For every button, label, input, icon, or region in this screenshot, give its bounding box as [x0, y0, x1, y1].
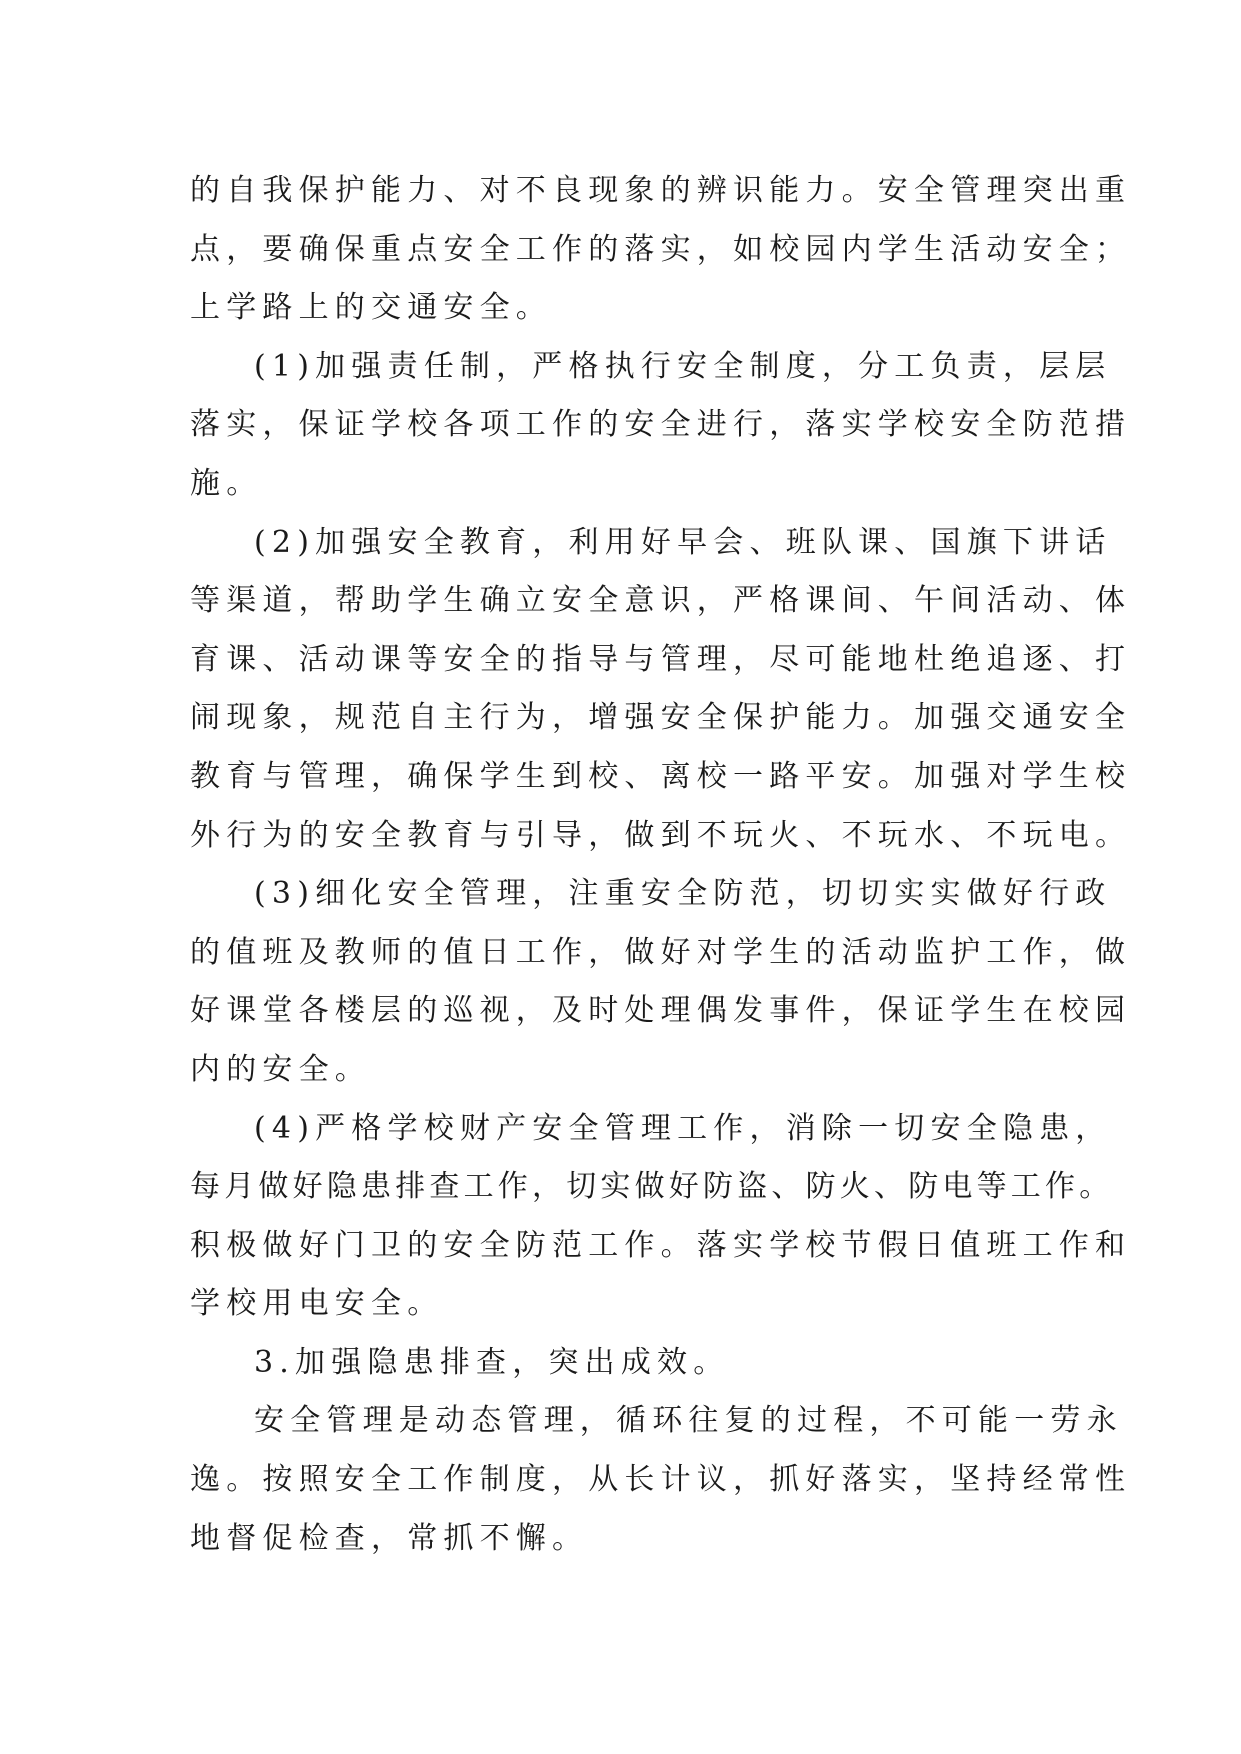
paragraph-item-3: [190, 865, 1132, 1099]
text-line: 安全管理是动态管理，循环往复的过程，不可能一劳永: [254, 1403, 1123, 1439]
text-line: 点，要确保重点安全工作的落实，如校园内学生活动安全；: [190, 231, 1132, 267]
text-line: 育课、活动课等安全的指导与管理，尽可能地杜绝追逐、打: [190, 641, 1132, 677]
text-line: 等渠道，帮助学生确立安全意识，严格课间、午间活动、体: [190, 583, 1132, 619]
text-line: 施。: [190, 465, 263, 501]
text-line: 上学路上的交通安全。: [190, 290, 552, 326]
text-line: 教育与管理，确保学生到校、离校一路平安。加强对学生校: [190, 758, 1132, 794]
section-heading-3: [190, 1334, 1060, 1393]
text-line: 逸。按照安全工作制度，从长计议，抓好落实，坚持经常性: [190, 1462, 1132, 1498]
paragraph-item-4: [190, 1100, 1132, 1334]
document-body: [190, 162, 1132, 1568]
text-line: 的值班及教师的值日工作，做好对学生的活动监护工作，做: [190, 934, 1132, 970]
text-line: 好课堂各楼层的巡视，及时处理偶发事件，保证学生在校园: [190, 993, 1132, 1029]
text-line: 积极做好门卫的安全防范工作。落实学校节假日值班工作和: [190, 1227, 1132, 1263]
text-line: 每月做好隐患排查工作，切实做好防盗、防火、防电等工作。: [190, 1169, 1114, 1205]
paragraph-dynamic-management: [190, 1392, 1132, 1568]
paragraph-item-1: [190, 338, 1132, 514]
text-line: 地督促检查，常抓不懈。: [190, 1520, 589, 1556]
text-line: (4)严格学校财产安全管理工作，消除一切安全隐患，: [254, 1110, 1112, 1146]
text-line: 的自我保护能力、对不良现象的辨识能力。安全管理突出重: [190, 173, 1132, 208]
text-line: 闹现象，规范自主行为，增强安全保护能力。加强交通安全: [190, 700, 1132, 736]
text-line: (1)加强责任制，严格执行安全制度，分工负责，层层: [254, 348, 1112, 384]
paragraph-item-2: [190, 514, 1132, 866]
text-line: 内的安全。: [190, 1051, 371, 1087]
text-line: (2)加强安全教育，利用好早会、班队课、国旗下讲话: [254, 524, 1112, 560]
text-line: 3.加强隐患排查，突出成效。: [254, 1344, 730, 1380]
paragraph-safety-focus: [190, 162, 1132, 338]
text-line: 外行为的安全教育与引导，做到不玩火、不玩水、不玩电。: [190, 817, 1132, 853]
text-line: 学校用电安全。: [190, 1286, 444, 1322]
text-line: 落实，保证学校各项工作的安全进行，落实学校安全防范措: [190, 407, 1132, 443]
text-line: (3)细化安全管理，注重安全防范，切切实实做好行政: [254, 876, 1112, 912]
